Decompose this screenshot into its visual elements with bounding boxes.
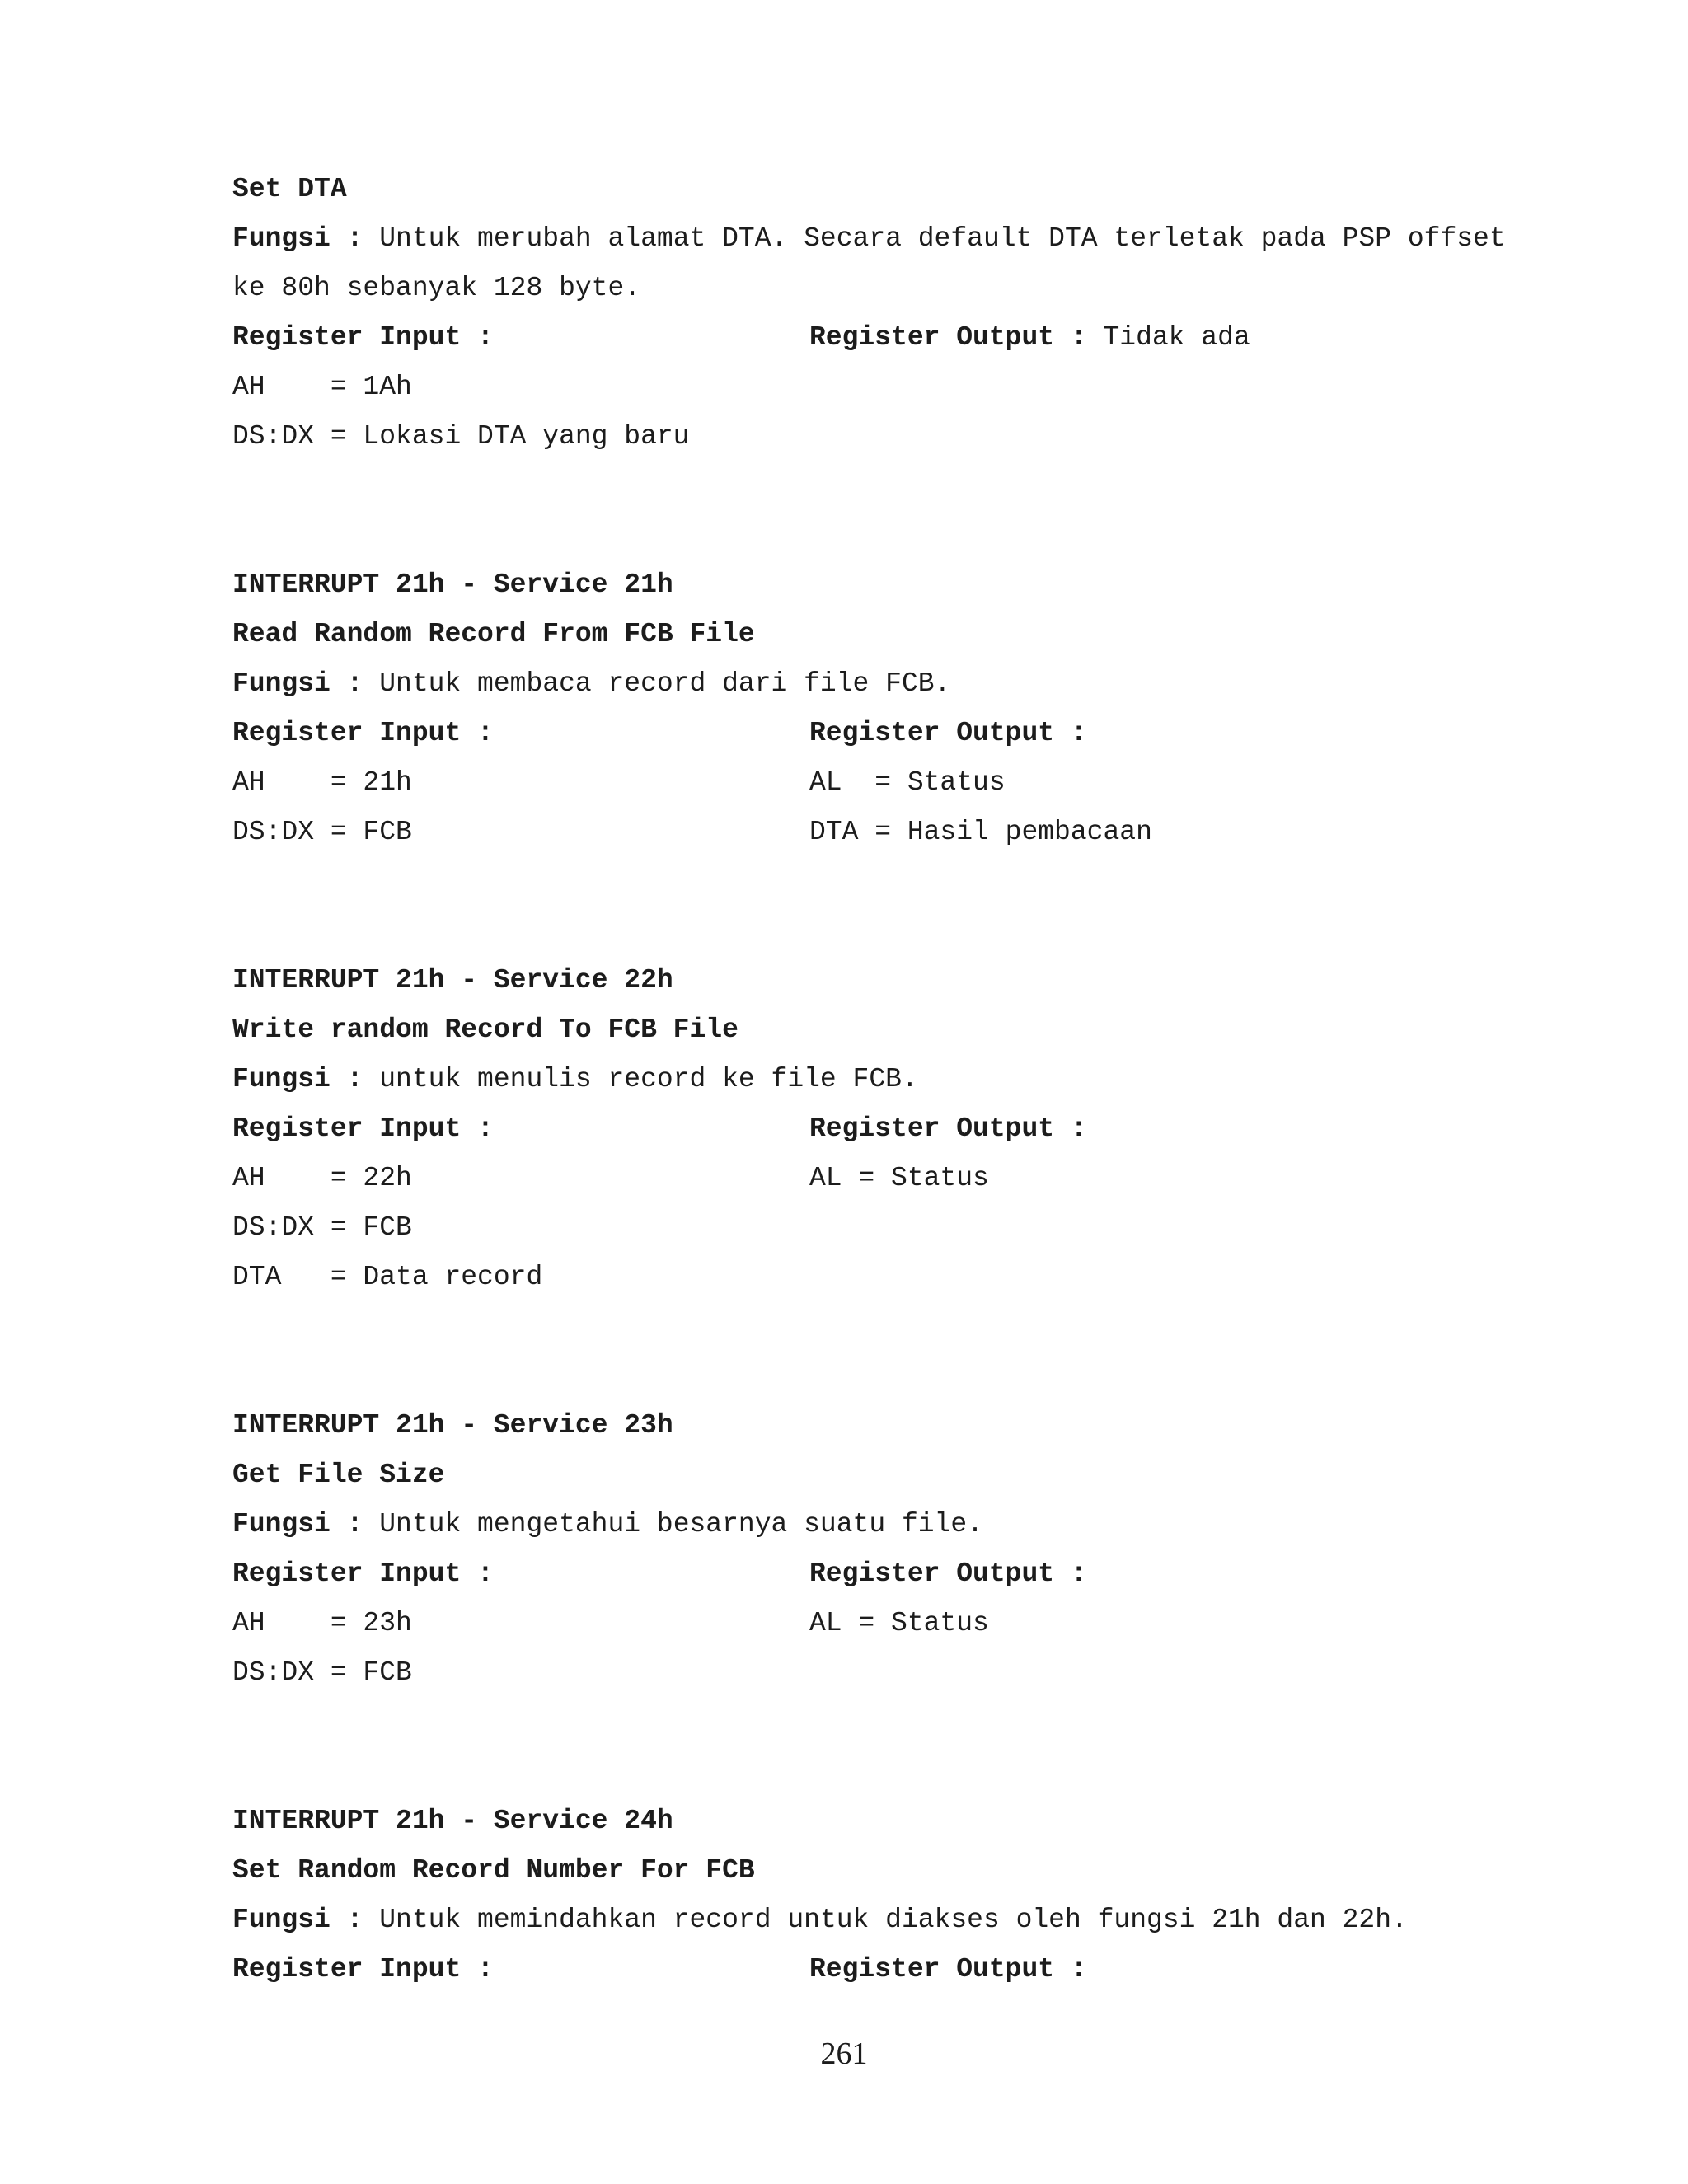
fungsi-label: Fungsi : (232, 223, 363, 254)
register-input-label: Register Input : (232, 1954, 494, 1985)
fungsi-label: Fungsi : (232, 1905, 363, 1935)
register-output-line: AL = Status (809, 767, 1006, 798)
section-heading: INTERRUPT 21h - Service 24h (232, 1806, 673, 1836)
function-description-cont: ke 80h sebanyak 128 byte. (232, 273, 641, 303)
section-title: Write random Record To FCB File (232, 1015, 738, 1045)
section-title: Read Random Record From FCB File (232, 619, 755, 649)
register-input-line: DTA = Data record (232, 1262, 543, 1292)
register-input-line: AH = 23h (232, 1608, 412, 1638)
register-output-label: Register Output : (809, 1558, 1087, 1589)
fungsi-text: Untuk mengetahui besarnya suatu file. (363, 1509, 983, 1540)
function-description (232, 1904, 1408, 1937)
fungsi-label: Fungsi : (232, 1064, 363, 1094)
fungsi-label: Fungsi : (232, 1509, 363, 1540)
section-title: Set DTA (232, 174, 347, 204)
register-input-line: DS:DX = FCB (232, 1657, 412, 1688)
section-heading: INTERRUPT 21h - Service 23h (232, 1410, 673, 1441)
register-input-line: DS:DX = FCB (232, 1212, 412, 1243)
register-output-line: DTA = Hasil pembacaan (809, 817, 1152, 847)
fungsi-text: Untuk membaca record dari file FCB. (363, 668, 951, 699)
function-description (232, 1508, 983, 1541)
register-output-line: AL = Status (809, 1608, 989, 1638)
register-output-value: Tidak ada (1086, 322, 1250, 353)
section-title: Set Random Record Number For FCB (232, 1855, 755, 1886)
section-title: Get File Size (232, 1460, 445, 1490)
function-description (232, 223, 1506, 255)
register-input-label: Register Input : (232, 1558, 494, 1589)
section-heading: INTERRUPT 21h - Service 22h (232, 965, 673, 996)
register-output-line: AL = Status (809, 1163, 989, 1193)
register-input-line: AH = 21h (232, 767, 412, 798)
register-input-line: AH = 1Ah (232, 372, 412, 402)
register-input-label: Register Input : (232, 718, 494, 748)
register-output-label: Register Output : (809, 1113, 1087, 1144)
register-input-label: Register Input : (232, 1113, 494, 1144)
fungsi-text: untuk menulis record ke file FCB. (363, 1064, 918, 1094)
register-output-label: Register Output : (809, 718, 1087, 748)
register-input-line: DS:DX = FCB (232, 817, 412, 847)
fungsi-label: Fungsi : (232, 668, 363, 699)
fungsi-text: Untuk memindahkan record untuk diakses oleh fungsi 21h dan 22h. (363, 1905, 1408, 1935)
register-output-label: Register Output : (809, 322, 1087, 353)
register-output (809, 321, 1250, 354)
function-description (232, 1063, 918, 1096)
function-description (232, 668, 950, 701)
register-input-line: DS:DX = Lokasi DTA yang baru (232, 421, 690, 452)
register-input-line: AH = 22h (232, 1163, 412, 1193)
fungsi-text: Untuk merubah alamat DTA. Secara default DTA terletak pada PSP offset (363, 223, 1506, 254)
register-output-label: Register Output : (809, 1954, 1087, 1985)
section-heading: INTERRUPT 21h - Service 21h (232, 569, 673, 600)
register-input-label: Register Input : (232, 322, 494, 353)
page-number: 261 (820, 2036, 868, 2071)
